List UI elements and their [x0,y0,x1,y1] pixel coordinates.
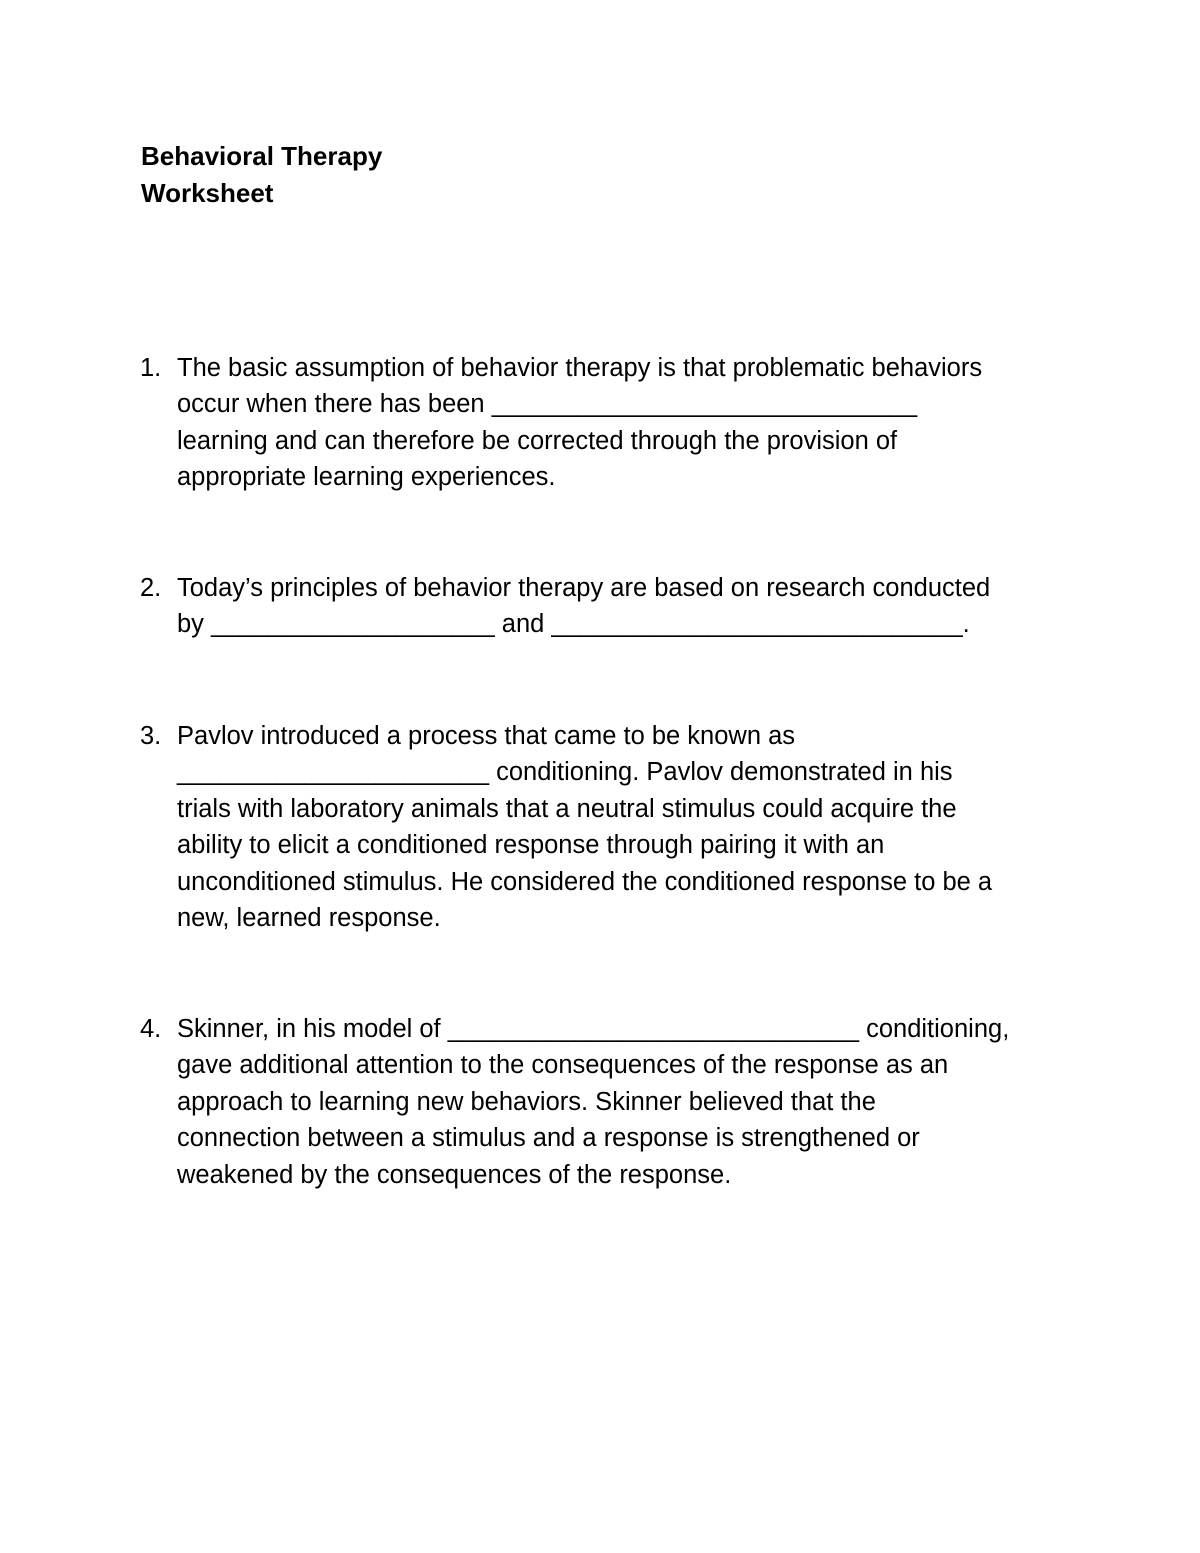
question-1 [140,350,1080,496]
question-line: The basic assumption of behavior therapy is that problematic behaviors [177,354,983,382]
question-4 [140,1011,1080,1193]
text-segment: and [494,610,552,639]
question-line: gave additional attention to the consequences of the response as an [177,1051,949,1080]
text-segment: conditioning, [859,1015,1010,1043]
question-line: unconditioned stimulus. He considered the conditioned response to be a [177,867,993,896]
document-title [141,138,382,212]
question-number: 2. [140,574,162,602]
question-number: 1. [140,354,162,382]
answer-blank[interactable]: ____________________ [211,610,495,639]
title-line-2: Worksheet [141,178,274,208]
text-segment: Skinner, in his model of [177,1015,448,1043]
text-segment: conditioning. Pavlov demonstrated in his [489,758,953,787]
question-line: new, learned response. [177,904,441,933]
question-line: Today’s principles of behavior therapy are based on research conducted [177,574,991,602]
text-segment: . [962,610,970,639]
question-line [177,754,1080,790]
question-2 [140,570,1080,643]
question-number: 3. [140,722,162,750]
question-text [177,1011,1080,1193]
title-line-1: Behavioral Therapy [141,141,383,171]
question-line: ability to elicit a conditioned response through pairing it with an [177,831,885,860]
question-number: 4. [140,1015,162,1043]
answer-blank[interactable]: ______________________________ [491,390,918,419]
question-line: weakened by the consequences of the response. [177,1160,732,1189]
question-text [177,350,1080,496]
answer-blank[interactable]: _____________________________ [551,610,963,639]
question-line [177,386,1080,422]
question-line: connection between a stimulus and a response is strengthened or [177,1124,920,1153]
question-line [177,1011,1080,1047]
question-line: approach to learning new behaviors. Skinner believed that the [177,1087,876,1116]
question-line: appropriate learning experiences. [177,463,556,492]
question-3 [140,718,1080,936]
question-text [177,570,1080,643]
question-line [177,606,1080,642]
text-segment: by [177,610,212,639]
question-text [177,718,1080,936]
text-segment: occur when there has been [177,390,492,419]
question-line: Pavlov introduced a process that came to be known as [177,722,796,750]
answer-blank[interactable]: ______________________ [177,758,490,787]
question-line: learning and can therefore be corrected through the provision of [177,426,898,455]
answer-blank[interactable]: _____________________________ [447,1015,860,1043]
question-line: trials with laboratory animals that a neutral stimulus could acquire the [177,794,957,823]
